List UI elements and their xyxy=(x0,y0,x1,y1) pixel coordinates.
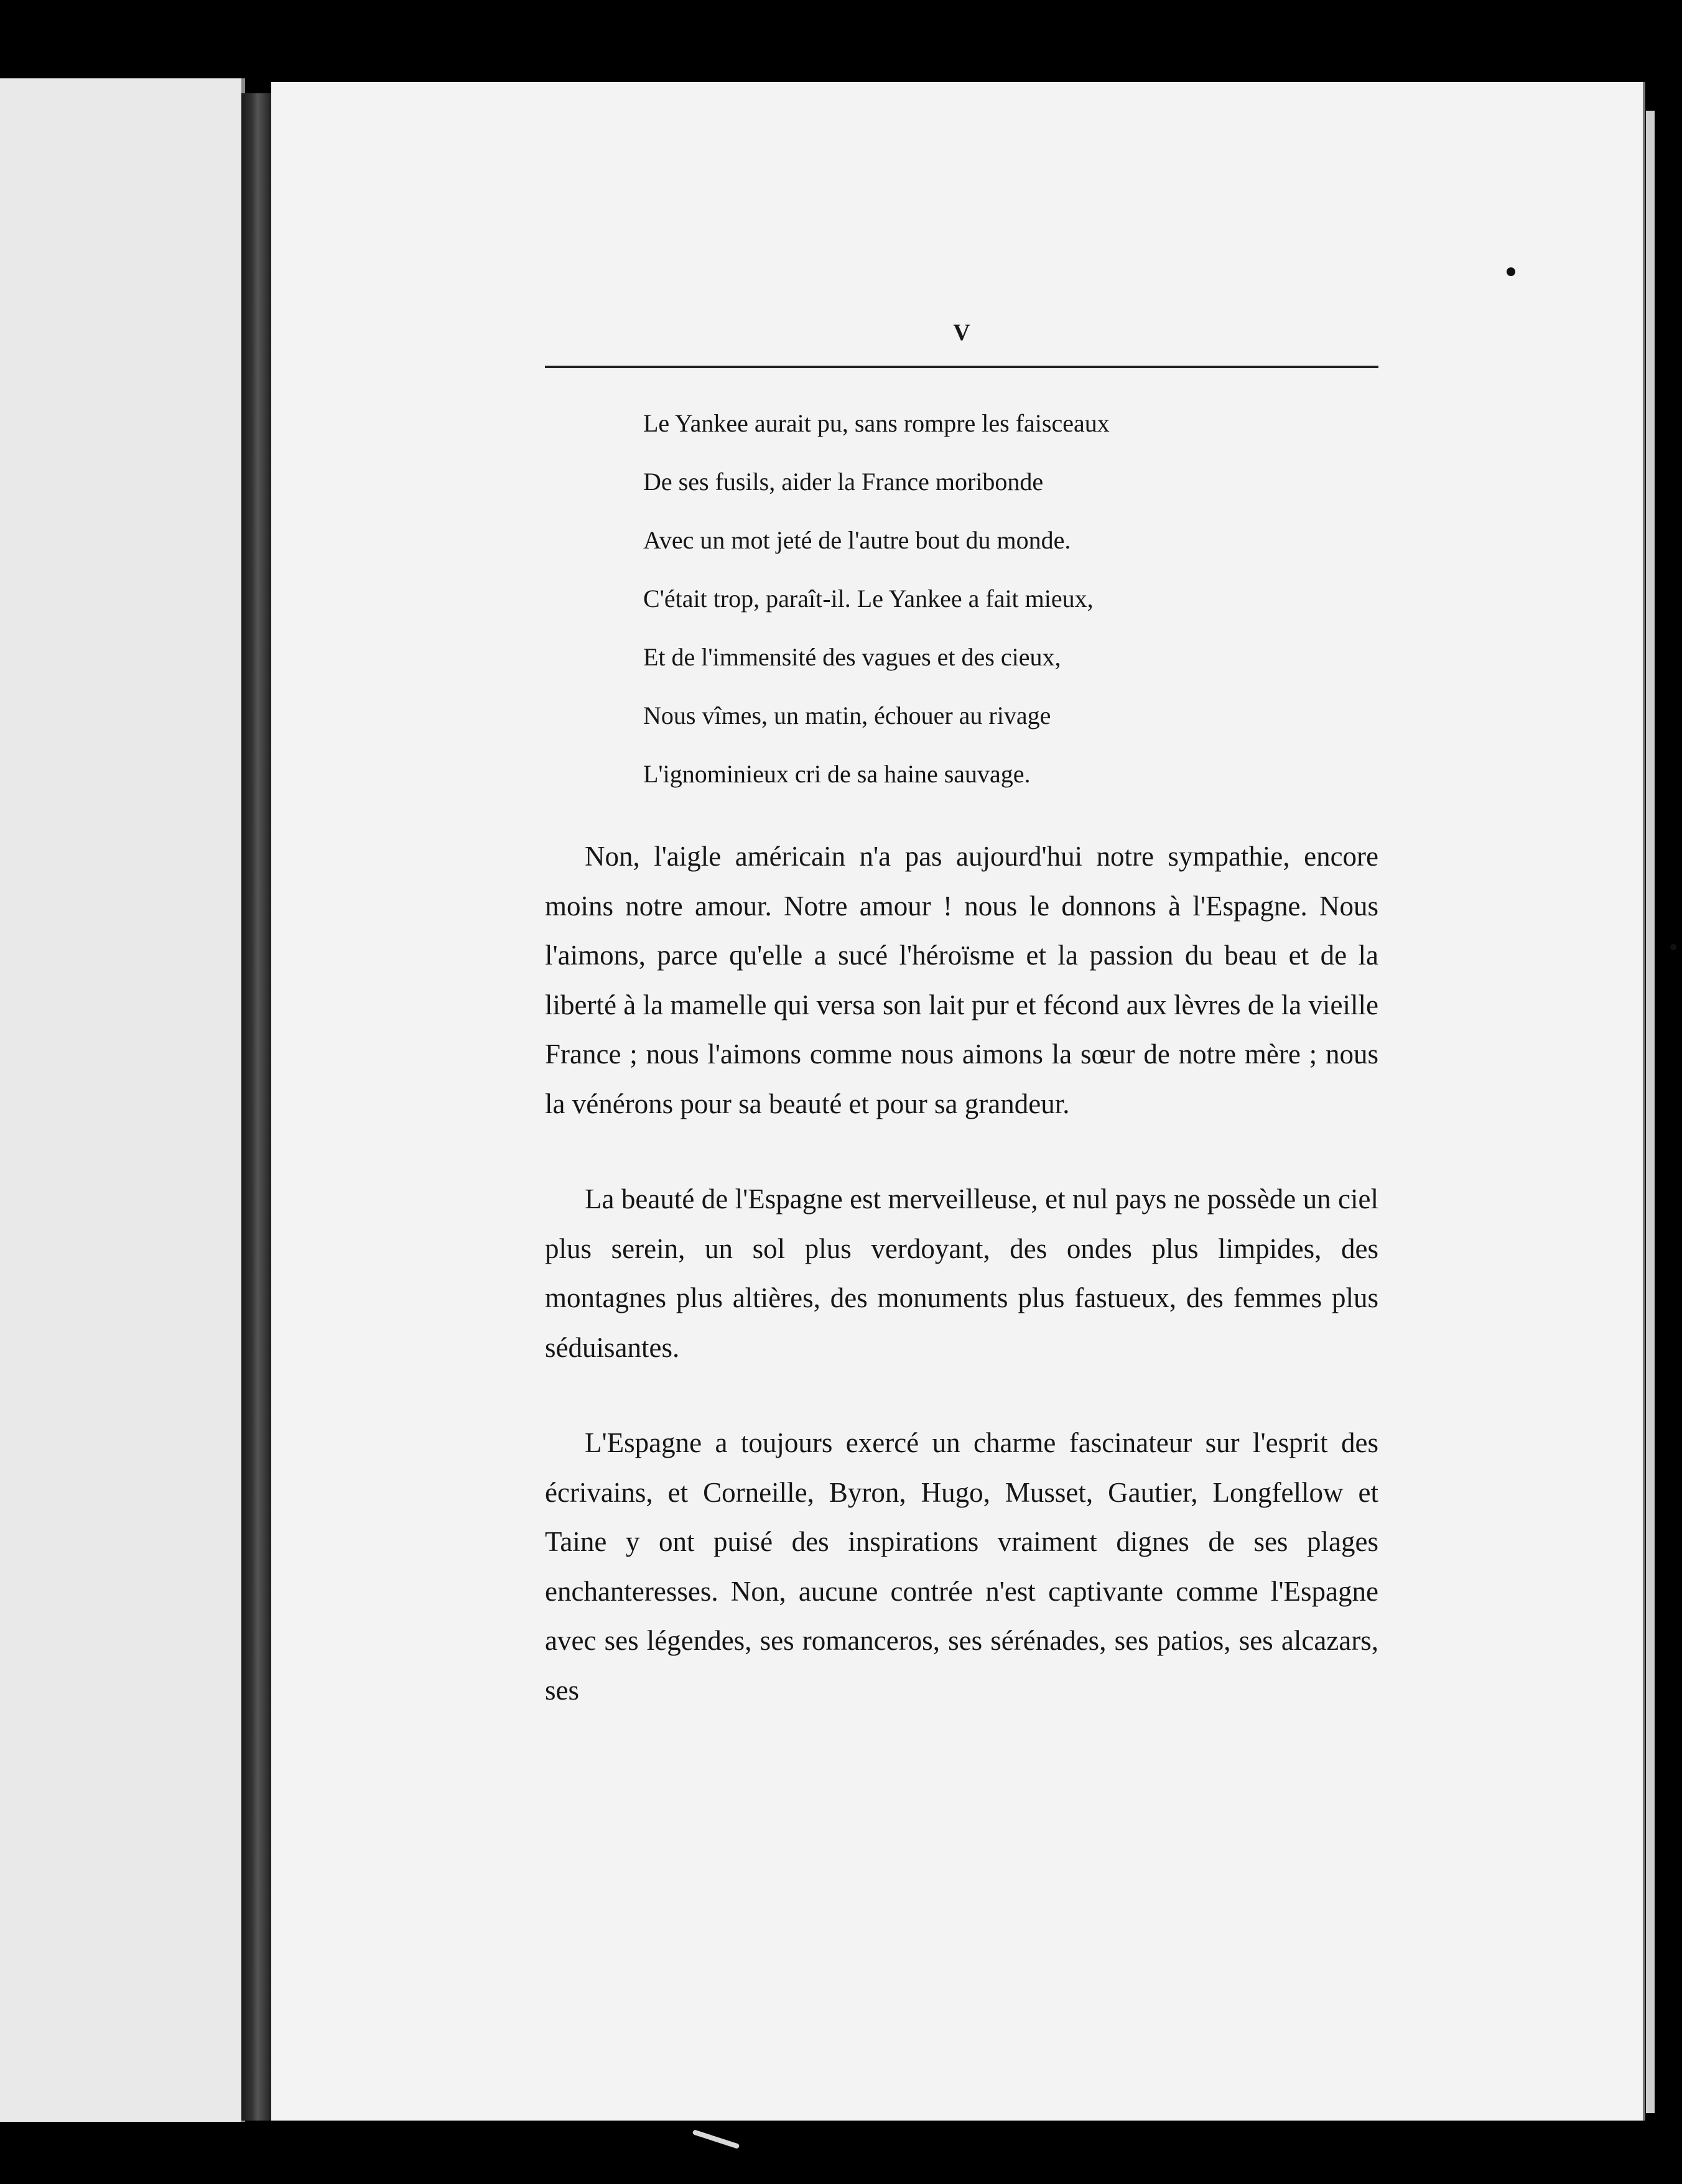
dust-speck xyxy=(1507,267,1515,276)
verse-line: Et de l'immensité des vagues et des cieux, xyxy=(643,643,1061,671)
verse-line: Avec un mot jeté de l'autre bout du monde. xyxy=(643,526,1071,554)
verse-line: De ses fusils, aider la France moribonde xyxy=(643,468,1044,496)
dust-speck xyxy=(1670,944,1676,950)
book-spine xyxy=(241,93,271,2121)
left-page xyxy=(0,78,245,2122)
verse-block xyxy=(643,394,1378,803)
page-content xyxy=(545,311,1378,1761)
paragraph: La beauté de l'Espagne est merveilleuse, et nul pays ne possède un ciel plus serein, un sol plus verdoyant, des ondes plus limpides, des montagnes plus altières, des monuments plus fastueux, des femmes plus séduisantes. xyxy=(545,1183,1378,1363)
paragraph: Non, l'aigle américain n'a pas aujourd'hui notre sympathie, encore moins notre amour. Notre amour ! nous le donnons à l'Espagne. Nous l'aimons, parce qu'elle a sucé l'héroïsme et la passion du beau et de la liberté à la mamelle qui versa son lait pur et fécond aux lèvres de la vieille France ; nous l'aimons comme nous aimons la sœur de notre mère ; nous la vénérons pour sa beauté et pour sa grandeur. xyxy=(545,841,1378,1119)
page-number: V xyxy=(953,320,970,346)
verse-line: Nous vîmes, un matin, échouer au rivage xyxy=(643,701,1051,729)
verse-line: C'était trop, paraît-il. Le Yankee a fait mieux, xyxy=(643,585,1094,613)
verse-line: L'ignominieux cri de sa haine sauvage. xyxy=(643,760,1031,788)
verse-line: Le Yankee aurait pu, sans rompre les faisceaux xyxy=(643,409,1110,437)
paragraph: L'Espagne a toujours exercé un charme fascinateur sur l'esprit des écrivains, et Corneille, Byron, Hugo, Musset, Gautier, Longfellow et Taine y ont puisé des inspirations vraiment dignes de ses plages enchanteresses. Non, aucune contrée n'est captivante comme l'Espagne avec ses légendes, ses romanceros, ses sérénades, ses patios, ses alcazars, ses xyxy=(545,1427,1378,1706)
header-rule xyxy=(545,366,1378,368)
dust-speck xyxy=(692,2129,740,2149)
page-edge xyxy=(1646,111,1655,2113)
